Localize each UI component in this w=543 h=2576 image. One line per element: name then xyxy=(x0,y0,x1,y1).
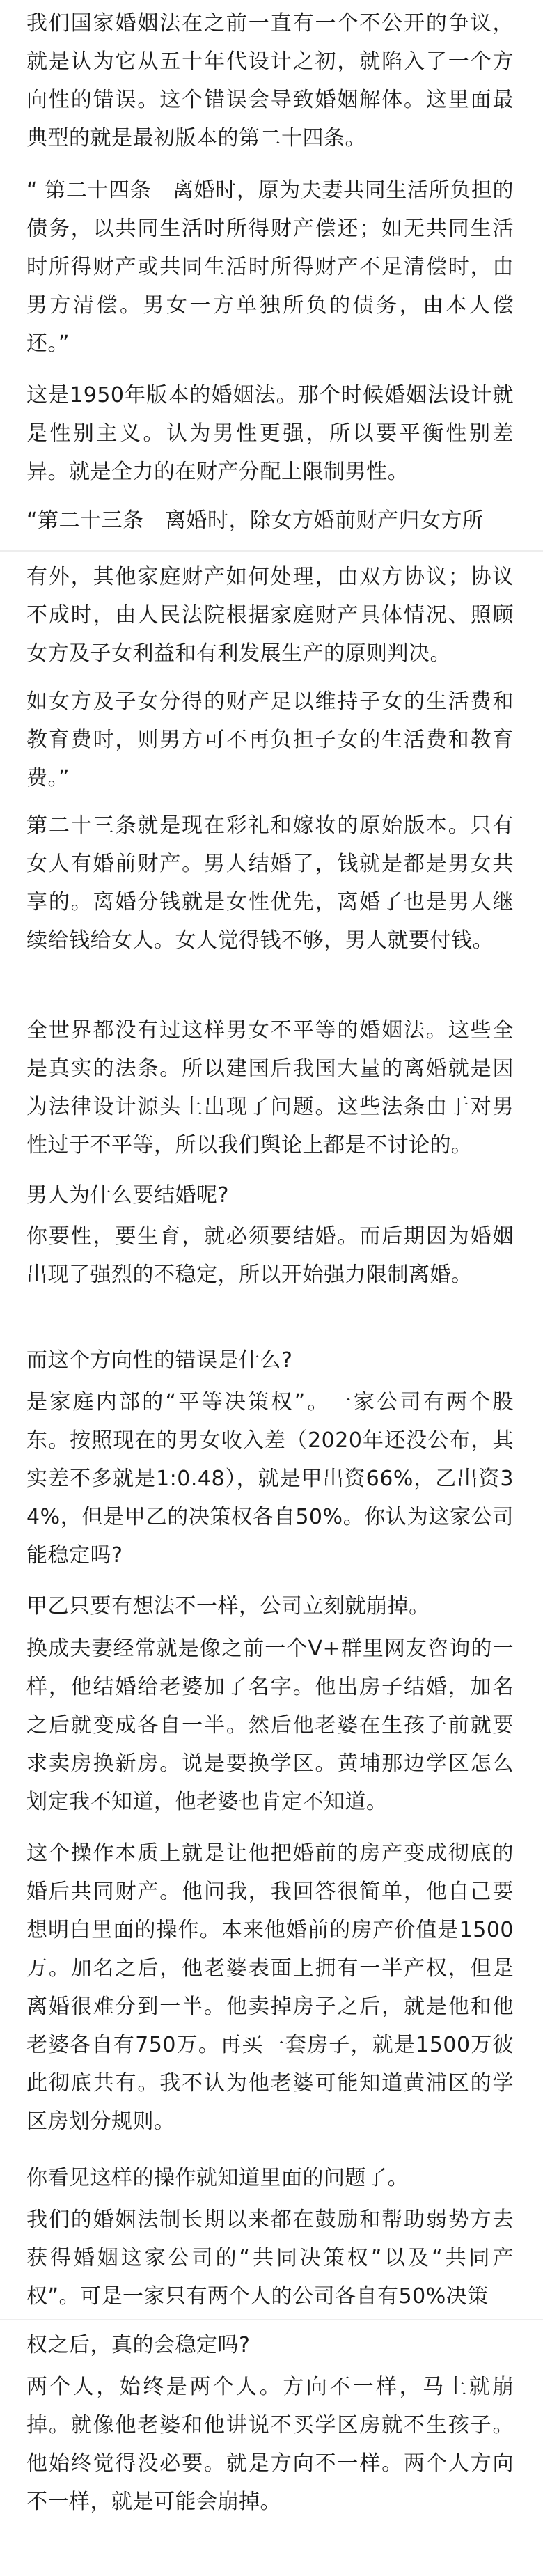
paragraph-6: 如女方及子女分得的财产足以维持子女的生活费和教育费时，则男方可不再负担子女的生活费和教育费。” xyxy=(26,689,514,790)
paragraph-7: 第二十三条就是现在彩礼和嫁妆的原始版本。只有女人有婚前财产。男人结婚了，钱就是都是男女共享的。离婚分钱就是女性优先，离婚了也是男人继续给钱给女人。女人觉得钱不够，男人就要付钱。 xyxy=(26,813,514,953)
paragraph-19: 两个人，始终是两个人。方向不一样，马上就崩掉。就像他老婆和他讲说不买学区房就不生孩子。他始终觉得没必要。就是方向不一样。两个人方向不一样，就是可能会崩掉。 xyxy=(26,2375,514,2514)
paragraph-2: “ 第二十四条 离婚时，原为夫妻共同生活所负担的债务，以共同生活时所得财产偿还；如无共同生活时所得财产或共同生活时所得财产不足清偿时，由男方清偿。男女一方单独所负的债务，由本人偿还。” xyxy=(26,178,514,356)
paragraph-8: 全世界都没有过这样男女不平等的婚姻法。这些全是真实的法条。所以建国后我国大量的离婚就是因为法律设计源头上出现了问题。这些法条由于对男性过于不平等，所以我们舆论上都是不讨论的。 xyxy=(26,1018,514,1157)
paragraph-15: 这个操作本质上就是让他把婚前的房产变成彻底的婚后共同财产。他问我，我回答很简单，他自己要想明白里面的操作。本来他婚前的房产价值是1500万。加名之后，他老婆表面上拥有一半产权，但是离婚很难分到一半。他卖掉房子之后，就是他和他老婆各自有750万。再买一套房子，就是1500万彼此彻底共有。我不认为他老婆可能知道黄浦区的学区房划分规则。 xyxy=(26,1841,514,2134)
screenshot-seam xyxy=(0,2319,543,2320)
paragraph-16: 你看见这样的操作就知道里面的问题了。 xyxy=(26,2166,409,2190)
paragraph-4: “第二十三条 离婚时，除女方婚前财产归女方所 xyxy=(26,508,484,533)
paragraph-18: 权之后，真的会稳定吗? xyxy=(26,2333,251,2357)
paragraph-5: 有外，其他家庭财产如何处理，由双方协议；协议不成时，由人民法院根据家庭财产具体情况、照顾女方及子女利益和有利发展生产的原则判决。 xyxy=(26,565,514,666)
paragraph-11: 而这个方向性的错误是什么? xyxy=(26,1348,293,1373)
paragraph-17: 我们的婚姻法制长期以来都在鼓励和帮助弱势方去获得婚姻这家公司的“共同决策权”以及“共同产权”。可是一家只有两个人的公司各自有50%决策 xyxy=(26,2208,514,2309)
paragraph-3: 这是1950年版本的婚姻法。那个时候婚姻法设计就是性别主义。认为男性更强，所以要平衡性别差异。就是全力的在财产分配上限制男性。 xyxy=(26,383,514,484)
paragraph-13: 甲乙只要有想法不一样，公司立刻就崩掉。 xyxy=(26,1594,430,1618)
paragraph-12: 是家庭内部的“平等决策权”。一家公司有两个股东。按照现在的男女收入差（2020年还没公布，其实差不多就是1:0.48），就是甲出资66%，乙出资34%，但是甲乙的决策权各自50%。你认为这家公司能稳定吗? xyxy=(26,1390,514,1568)
screenshot-seam xyxy=(0,550,543,552)
paragraph-1: 我们国家婚姻法在之前一直有一个不公开的争议，就是认为它从五十年代设计之初，就陷入了一个方向性的错误。这个错误会导致婚姻解体。这里面最典型的就是最初版本的第二十四条。 xyxy=(26,11,514,150)
paragraph-10: 你要性，要生育，就必须要结婚。而后期因为婚姻出现了强烈的不稳定，所以开始强力限制离婚。 xyxy=(26,1224,514,1287)
paragraph-9: 男人为什么要结婚呢? xyxy=(26,1183,229,1208)
paragraph-14: 换成夫妻经常就是像之前一个V+群里网友咨询的一样，他结婚给老婆加了名字。他出房子结婚，加名之后就变成各自一半。然后他老婆在生孩子前就要求卖房换新房。说是要换学区。黄埔那边学区怎么划定我不知道，他老婆也肯定不知道。 xyxy=(26,1637,514,1814)
